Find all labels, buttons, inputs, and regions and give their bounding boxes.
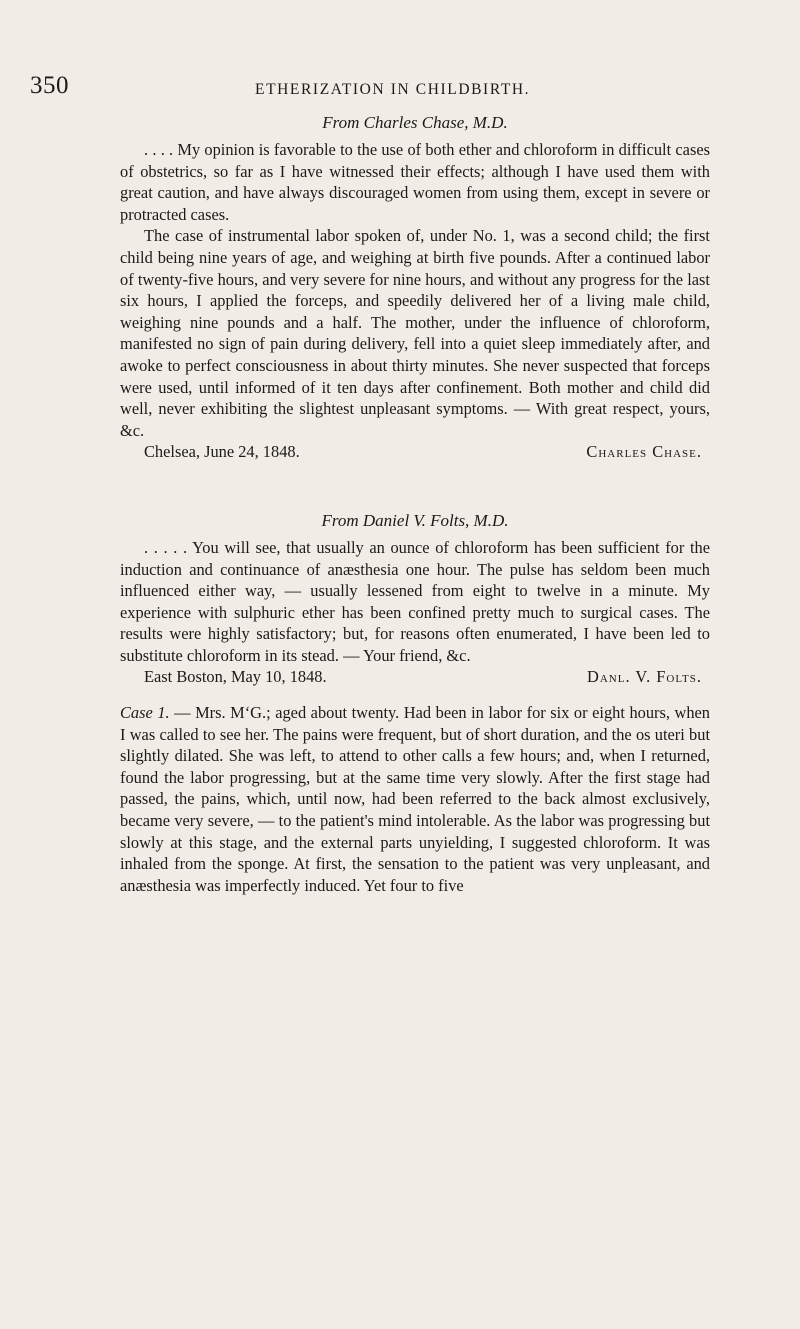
case-label: Case 1.: [120, 703, 170, 723]
letter-signoff: [120, 441, 710, 463]
page-body: [120, 111, 710, 896]
running-head: ETHERIZATION IN CHILDBIRTH.: [255, 81, 531, 98]
case-paragraph: [120, 702, 710, 896]
letter-signature: Danl. V. Folts.: [587, 667, 702, 687]
letter-signoff: [120, 666, 710, 688]
letter-heading: From Daniel V. Folts, M.D.: [321, 510, 509, 530]
letter-place-date: Chelsea, June 24, 1848.: [144, 442, 300, 462]
letter-signature: Charles Chase.: [586, 442, 702, 462]
case-text: — Mrs. M‘G.; aged about twenty. Had been in labor for six or eight hours, when I was called to see her. The pains were frequent, but of short duration, and the os uteri but slightly dilated. She was left, to attend to other calls a few hours; and, when I returned, found the labor progressing, but at the same time very slowly. After the first stage had passed, the pains, which, until now, had been referred to the back almost exclusively, became very severe, — to the patient's mind intolerable. As the labor was progressing but slowly at this stage, and the external parts unyielding, I suggested chloroform. It was inhaled from the sponge. At first, the sensation to the patient was very unpleasant, and anæsthesia was imperfectly induced. Yet four to five: [120, 703, 710, 895]
letter-paragraph: The case of instrumental labor spoken of, under No. 1, was a second child; the first child being nine years of age, and weighing at birth five pounds. After a continued labor of twenty-five hours, and very severe for nine hours, and without any progress for the last six hours, I applied the forceps, and speedily delivered her of a living male child, weighing nine pounds and a half. The mother, under the influence of chloroform, manifested no sign of pain during delivery, fell into a quiet sleep immediately after, and awoke to perfect consciousness in about thirty minutes. She never suspected that forceps were used, until informed of it ten days after confinement. Both mother and child did well, never exhibiting the slightest unpleasant symptoms. — With great respect, yours, &c.: [120, 226, 710, 440]
section-gap: [120, 688, 710, 702]
section-gap: [120, 463, 710, 509]
page-number: 350: [30, 72, 69, 99]
letter-paragraph: . . . . . You will see, that usually an ounce of chloroform has been sufficient for the induction and continuance of anæsthesia one hour. The pulse has seldom been much influenced either way, — usually lessened from eight to twelve in a minute. My experience with sulphuric ether has been confined pretty much to surgical cases. The results were highly satisfactory; but, for reasons often enumerated, I have been led to substitute chloroform in its stead. — Your friend, &c.: [120, 537, 710, 665]
letter-heading: From Charles Chase, M.D.: [322, 113, 508, 132]
letter-paragraph: . . . . My opinion is favorable to the use of both ether and chloroform in difficult cases of obstetrics, so far as I have witnessed their effects; although I have used them with great caution, and have always discouraged women from using them, except in severe or protracted cases.: [120, 140, 710, 224]
letter-chase: [120, 111, 710, 463]
letter-place-date: East Boston, May 10, 1848.: [144, 667, 327, 687]
letter-folts: [120, 509, 710, 688]
